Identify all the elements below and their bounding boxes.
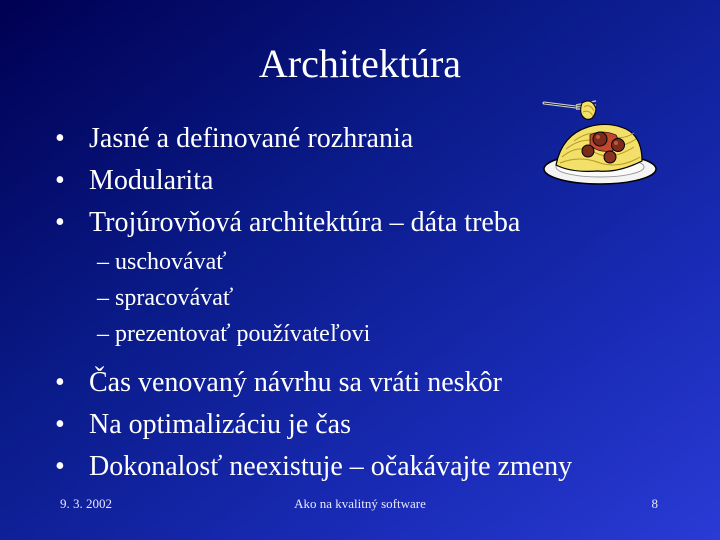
page-number: 8 <box>651 496 658 511</box>
bullet-item <box>55 446 695 488</box>
footer-title: Ako na kvalitný software <box>294 496 426 511</box>
bullet-text: Na optimalizáciu je čas <box>89 409 351 440</box>
subbullet-group <box>55 244 695 362</box>
slide-title: Architektúra <box>258 41 462 86</box>
bullet-text: Dokonalosť neexistuje – očakávajte zmeny <box>89 451 573 482</box>
bullet-text: Jasné a definované rozhrania <box>89 123 414 154</box>
bullet-list <box>55 118 695 488</box>
bullet-item <box>55 404 695 446</box>
bullet-item <box>55 202 695 244</box>
bullet-text: Trojúrovňová architektúra – dáta treba <box>89 207 521 238</box>
bullet-item <box>55 160 695 202</box>
subbullet-list <box>55 244 695 362</box>
subbullet-item: – uschovávať <box>97 249 227 275</box>
bullet-glyph: • <box>55 207 65 238</box>
bullet-glyph: • <box>55 451 65 482</box>
bullet-text: Čas venovaný návrhu sa vráti neskôr <box>89 367 502 398</box>
bullet-glyph: • <box>55 367 65 398</box>
bullet-glyph: • <box>55 409 65 440</box>
bullet-glyph: • <box>55 165 65 196</box>
bullet-item <box>55 118 695 160</box>
subbullet-item: – prezentovať používateľovi <box>97 321 371 347</box>
bullet-text: Modularita <box>89 165 214 196</box>
bullet-glyph: • <box>55 123 65 154</box>
bullet-item <box>55 362 695 404</box>
footer-date: 9. 3. 2002 <box>60 496 112 511</box>
subbullet-item: – spracovávať <box>97 285 234 311</box>
